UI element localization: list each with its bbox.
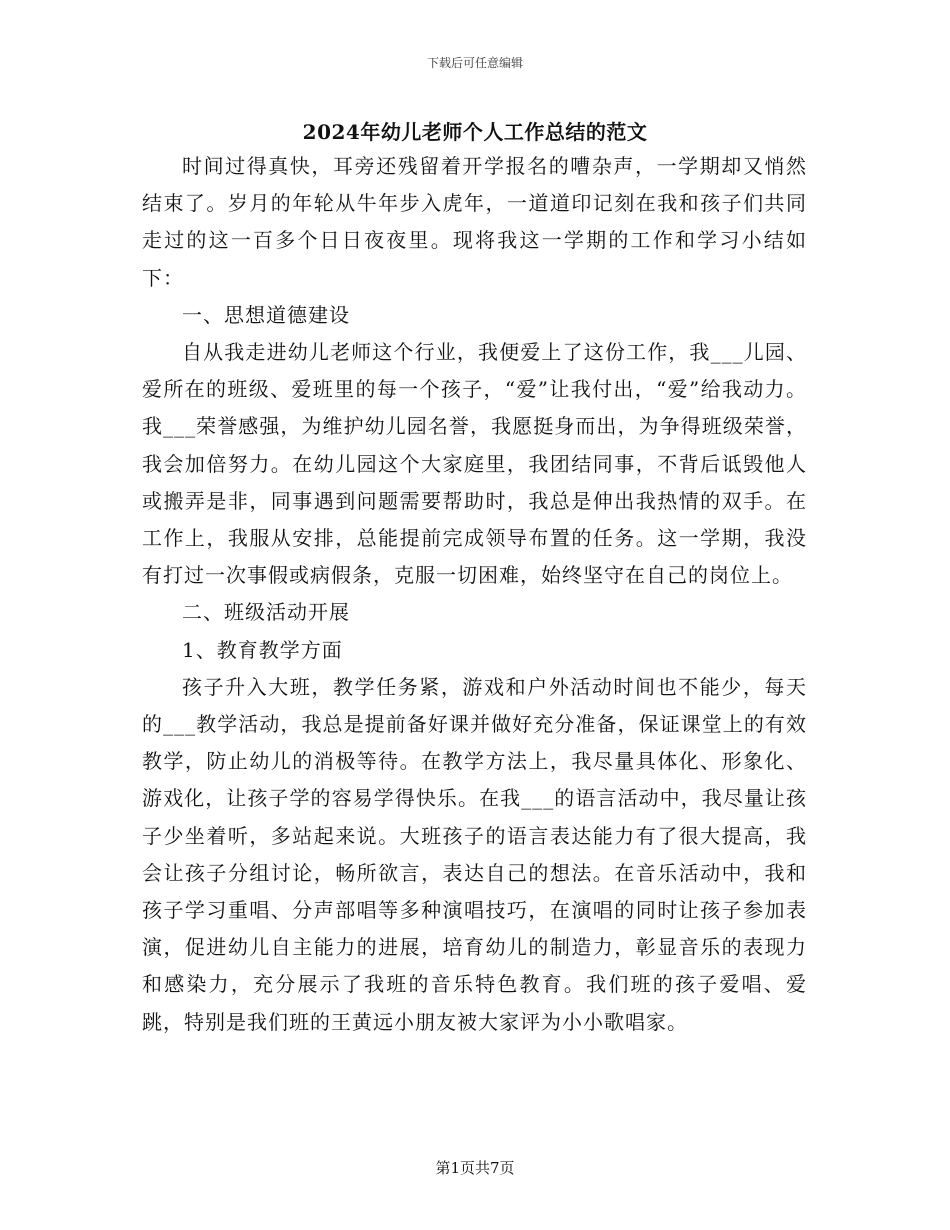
section-heading-moral: 一、思想道德建设	[182, 302, 350, 327]
header-note: 下载后可任意编辑	[426, 56, 523, 70]
document-title: 2024年幼儿老师个人工作总结的范文	[302, 120, 648, 144]
section-heading-class-activities: 二、班级活动开展	[182, 600, 350, 625]
page-number: 第1页共7页	[435, 1159, 515, 1177]
paragraph-moral: 自从我走进幼儿老师这个行业，我便爱上了这份工作，我___儿园、爱所在的班级、爱班里的每一个孩子，“爱”让我付出，“爱”给我动力。我___荣誉感强，为维护幼儿园名誉，我愿挺身而出，为争得班级荣誉，我会加倍努力。在幼儿园这个大家庭里，我团结同事，不背后诋毁他人或搬弄是非，同事遇到问题需要帮助时，我总是伸出我热情的双手。在工作上，我服从安排，总能提前完成领导布置的任务。这一学期，我没有打过一次事假或病假条，克服一切困难，始终坚守在自己的岗位上。	[142, 340, 807, 588]
paragraph-intro: 时间过得真快，耳旁还残留着开学报名的嘈杂声，一学期却又悄然结束了。岁月的年轮从牛年步入虎年，一道道印记刻在我和孩子们共同走过的这一百多个日日夜夜里。现将我这一学期的工作和学习小结如下：	[142, 154, 807, 290]
paragraph-teaching: 孩子升入大班，教学任务紧，游戏和户外活动时间也不能少，每天的___教学活动，我总是提前备好课并做好充分准备，保证课堂上的有效教学，防止幼儿的消极等待。在教学方法上，我尽量具体化、形象化、游戏化，让孩子学的容易学得快乐。在我___的语言活动中，我尽量让孩子少坐着听，多站起来说。大班孩子的语言表达能力有了很大提高，我会让孩子分组讨论，畅所欲言，表达自己的想法。在音乐活动中，我和孩子学习重唱、分声部唱等多种演唱技巧，在演唱的同时让孩子参加表演，促进幼儿自主能力的进展，培育幼儿的制造力，彰显音乐的表现力和感染力，充分展示了我班的音乐特色教育。我们班的孩子爱唱、爱跳，特别是我们班的王黄远小朋友被大家评为小小歌唱家。	[142, 674, 807, 1034]
document-body	[142, 148, 807, 1041]
subsection-heading-teaching: 1、教育教学方面	[182, 637, 343, 662]
